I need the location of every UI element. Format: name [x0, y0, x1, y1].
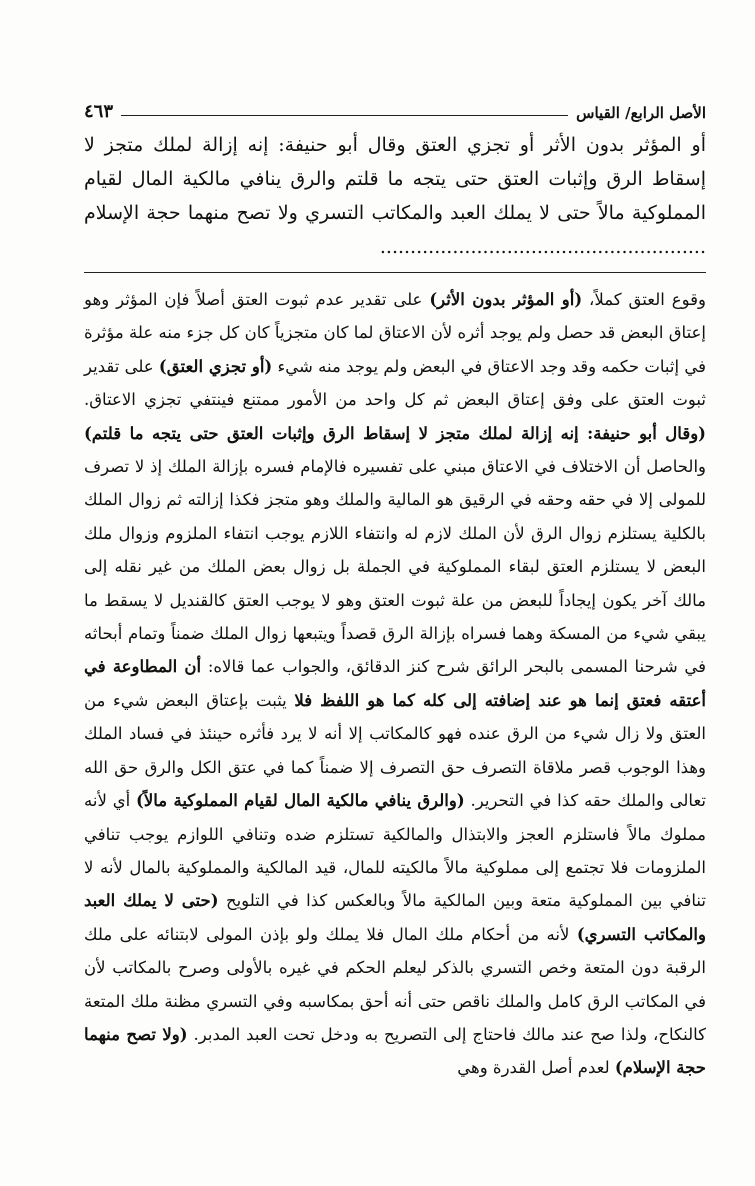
sharh-segment: وقوع العتق كملاً،	[582, 290, 706, 309]
header-rule	[121, 115, 568, 116]
running-title: الأصل الرابع/ القياس	[576, 104, 706, 122]
sharh-segment: أي لأنه مملوك مالاً فاستلزم العجز والابتذال والمالكية تستلزم ضده وتنافي اللوازم يوجب تنافي الملزومات فلا تجتمع إلى مملوكية مالاً مالكيته للمال، قيد المالكية والمملوكية بالمال لأنه لا تنافي بين المملوكية متعة وبين المالكية مالاً وبالعكس كذا في التلويح	[84, 791, 706, 911]
sharh-segment: لعدم أصل القدرة وهي	[457, 1058, 615, 1078]
divider-rule	[84, 272, 706, 273]
page-header	[84, 92, 706, 122]
sharh-quote: (أو المؤثر بدون الأثر)	[429, 290, 583, 309]
page-number: ٤٦٣	[84, 101, 114, 122]
sharh-quote: أن المطاوعة في أعتقه فعتق إنما هو عند إضافته إلى كله كما هو اللفظ فلا	[84, 657, 707, 710]
matn-body: أو المؤثر بدون الأثر أو تجزي العتق وقال أبو حنيفة: إنه إزالة لملك متجز لا إسقاط الرق وإثبات العتق حتى يتجه ما قلتم والرق ينافي مالكية المال لقيام المملوكية مالاً حتى لا يملك العبد والمكاتب التسري ولا تصح منهما حجة الإسلام	[84, 134, 706, 224]
sharh-segment: على تقدير ثبوت العتق على وفق إعتاق البعض ثم كل واحد من الأمور ممتنع فينتفي تجزي الاعتاق.	[84, 356, 706, 410]
sharh-segment: يثبت بإعتاق البعض شيء من العتق ولا زال شيء من الرق عنده فهو كالمكاتب إلا أنه لا يرد فأثره حينئذ في فساد الملك وهذا الوجوب قصر ملاقاة التصرف حق التصرف إلا ضمناً كما في عتق الكل والرق حق الله تعالى والملك حقه كذا في التحرير.	[84, 690, 706, 811]
sharh-quote: (حتى لا يملك العبد والمكاتب التسري)	[84, 891, 706, 944]
sharh-segment: لأنه من أحكام ملك المال فلا يملك ولو بإذن المولى لابتنائه على ملك الرقبة دون المتعة وخص التسري بالذكر ليعلم الحكم في غيره بالأولى وصرح بالمكاتب لأن في المكاتب الرق كامل والملك ناقص حتى أنه أحق بمكاسبه وفي التسري مظنة ملك المتعة كالنكاح، ولذا صح عند مالك فاحتاج إلى التصريح به ودخل تحت العبد المدبر.	[84, 924, 706, 1044]
sharh-quote: (وقال أبو حنيفة: إنه إزالة لملك متجز لا إسقاط الرق وإثبات العتق حتى يتجه ما قلتم)	[84, 423, 706, 443]
sharh-text	[84, 283, 706, 1085]
sharh-segment: والحاصل أن الاختلاف في الاعتاق مبني على تفسيره فالإمام فسره بإزالة الملك إذ لا تصرف للمولى إلا في حقه وحقه في الرقيق هو المالية والملك وهو متجز فكذا إزالته ثم زوال الملك بالكلية يستلزم زوال الرق لأن الملك لازم له وانتفاء اللازم يوجب انتفاء الملزوم وزوال ملك البعض لا يستلزم العتق لبقاء المملوكية في الجملة بل زوال بعض الملك من غير نقله إلى مالك آخر يكون إيجاداً للبعض من علة ثبوت العتق وهو لا يوجب العتق كالقنديل لا يسقط ما يبقي شيء من المسكة وهما فسراه بإزالة الرق قصداً ويتبعها زوال الملك ضمناً وتمام أبحاثه في شرحنا المسمى بالبحر الرائق شرح كنز الدقائق، والجواب عما قالاه:	[84, 457, 706, 677]
sharh-segment: على تقدير عدم ثبوت العتق أصلاً فإن المؤثر وهو إعتاق البعض قد حصل ولم يوجد أثره لأن الاعتاق لما كان متجزياً كان كل جزء منه علة مؤثرة في إثبات حكمه وقد وجد الاعتاق في البعض ولم يوجد منه شيء	[84, 290, 706, 376]
sharh-quote: (ولا تصح منهما حجة الإسلام)	[84, 1024, 706, 1078]
matn-dots: ......................................................	[379, 236, 706, 258]
matn-text	[84, 128, 706, 264]
sharh-quote: (والرق ينافي مالكية المال لقيام المملوكية مالاً)	[136, 791, 465, 811]
page	[84, 92, 706, 1085]
sharh-quote: (أو تجزي العتق)	[158, 356, 273, 376]
